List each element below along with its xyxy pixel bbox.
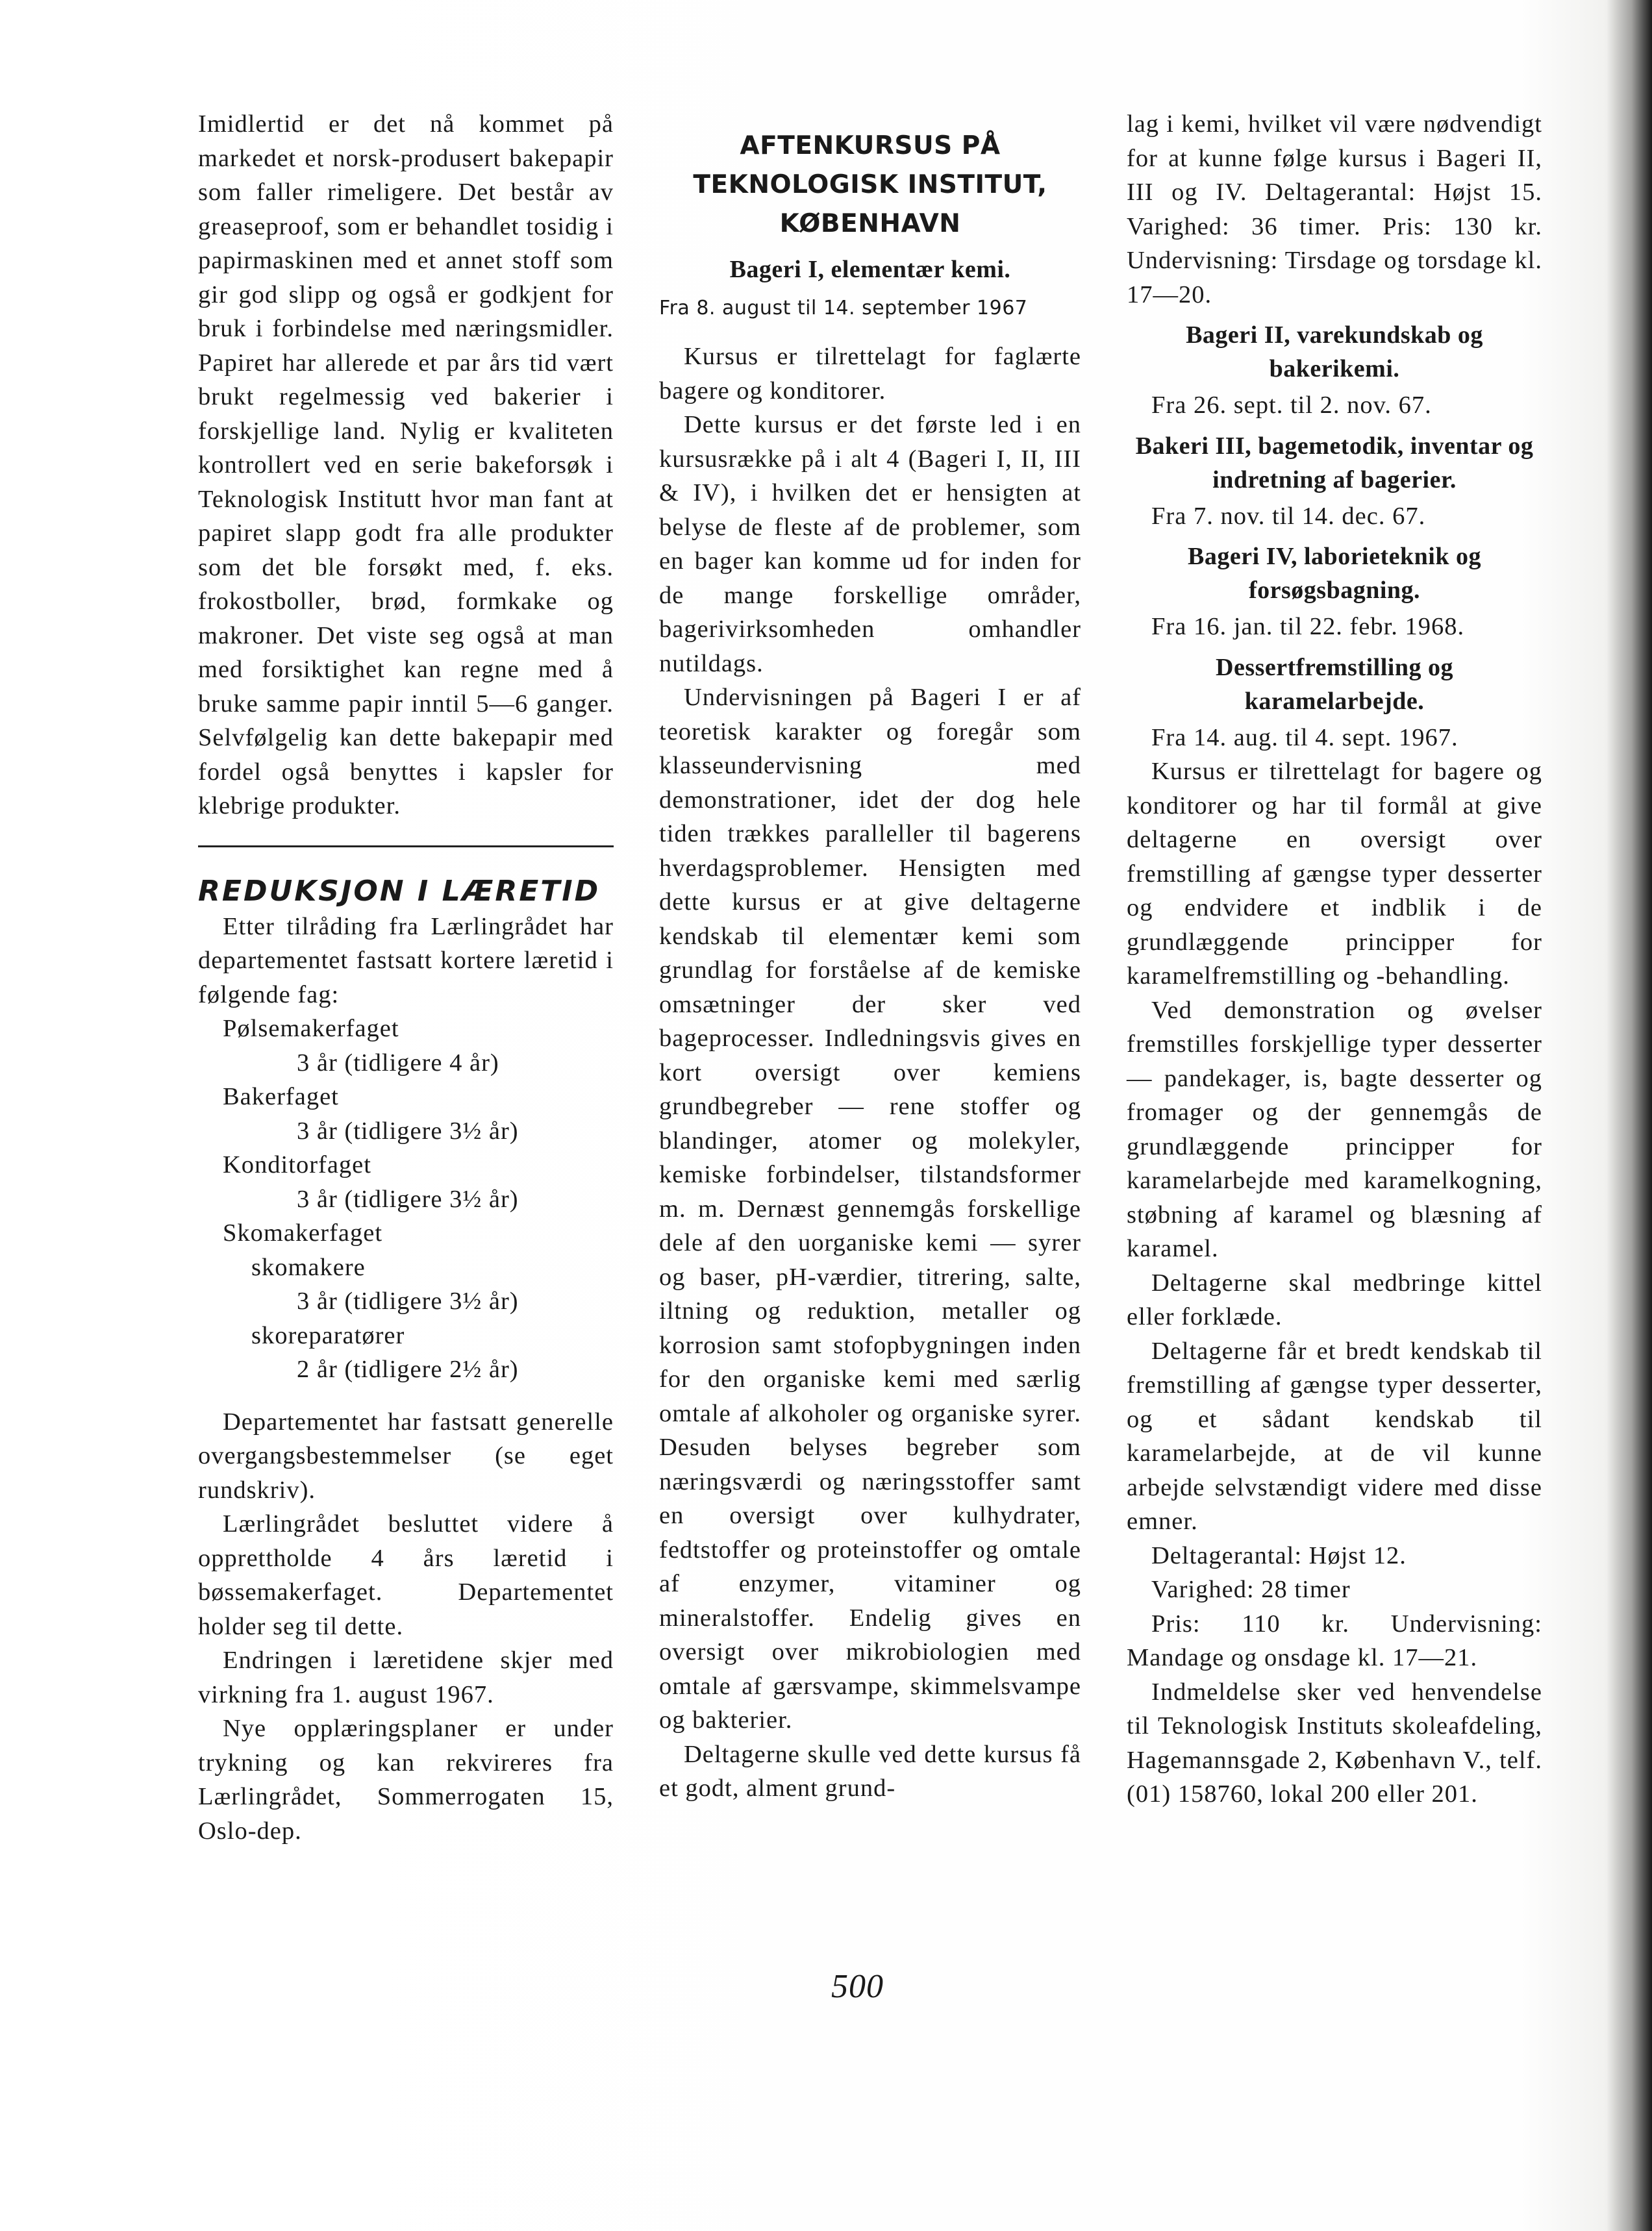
trade-label: Pølsemakerfaget <box>223 1015 399 1042</box>
course-dates: Fra 16. jan. til 22. febr. 1968. <box>1151 613 1465 640</box>
trade-sublabel: skomakere <box>251 1253 366 1281</box>
info-pris: Pris: 110 kr. Undervisning: Mandage og onsdage kl. 17—21. <box>1127 1610 1542 1671</box>
page-number: 500 <box>831 1968 884 2005</box>
dessert-paragraph: Kursus er tilrettelagt for bagere og konditorer og har til formål at give deltagerne en oversigt over fremstilling af gængse typer desserter og endvidere et indblik i de grundlæggende principper for karamelfremstilling og -behandling. <box>1127 758 1542 990</box>
overgang-paragraph: Departementet har fastsatt generelle overgangsbestemmelser (se eget rundskriv). <box>198 1408 614 1504</box>
kursus-paragraph: Kursus er tilrettelagt for faglærte bagere og konditorer. <box>659 343 1081 405</box>
bossemaker-paragraph: Lærlingrådet besluttet videre å opprettholde 4 års læretid i bøssemakerfaget. Departementet holder seg til dette. <box>198 1510 614 1640</box>
trade-duration: 2 år (tidligere 2½ år) <box>297 1356 519 1383</box>
kendskab-paragraph: Deltagerne får et bredt kendskab til fremstilling af gængse typer desserter, og et sådant kendskab til karamelarbejde, at de vil kunne arbejde selvstændigt videre med disse emner. <box>1127 1337 1542 1535</box>
bakepapir-paragraph: Imidlertid er det nå kommet på markedet et norsk-produsert bakepapir som faller rimeligere. Det består av greaseproof, som er behandlet tosidig i papirmaskinen med et annet stoff som gir god slipp og også er godkjent for bruk i forbindelse med næringsmidler. Papiret har allerede et par års tid vært brukt regelmessig ved bakerier i forskjellige land. Nylig er kvaliteten kontrollert ved en serie bakeforsøk i Teknologisk Institutt hvor man fant at papiret slapp godt fra alle produkter som det ble forsøkt med, f. eks. frokostboller, brød, formkake og makroner. Det viste seg også at man med forsiktighet kan regne med å bruke samme papir inntil 5—6 ganger. Selvfølgelig kan dette bakepapir med fordel også benyttes i kapsler for klebrige produkter. <box>198 110 614 819</box>
trade-label: Konditorfaget <box>223 1151 371 1178</box>
heading-line: KØBENHAVN <box>779 209 961 238</box>
course-dates: Fra 8. august til 14. september 1967 <box>659 297 1028 319</box>
undervisning-paragraph: Undervisningen på Bageri I er af teoretisk karakter og foregår som klasseundervisning med demonstrationer, idet der dog hele tiden trækkes paralleller til bagerens hverdagsproblemer. Hensigten med dette kursus er at give deltagerne kendskab til elementær kemi som grundlag for forståelse af de kemiske omsætninger der sker ved bageprocesser. Indledningsvis gives en kort oversigt over kemiens grundbegreber — rene stoffer og blandinger, atomer og molekyler, kemiske forbindelser, tilstandsformer m. m. Dernæst gennemgås forskellige dele af den uorganiske kemi — syrer og baser, pH-værdier, titrering, salte, iltning og reduktion, metaller og korrosion samt stofopbygningen inden for den organiske kemi med særlig omtale af alkoholer og organiske syrer. Desuden belyses begreber som næringsværdi og næringsstoffer samt en oversigt over kulhydrater, fedtstoffer og proteinstoffer og omtale af enzymer, vitaminer og mineralstoffer. Endelig gives en oversigt over mikrobiologien med omtale af gærsvampe, skimmelsvampe og bakterier. <box>659 684 1081 1734</box>
heading-line: TEKNOLOGISK INSTITUT, <box>693 170 1047 199</box>
kittel-paragraph: Deltagerne skal medbringe kittel eller forklæde. <box>1127 1269 1542 1330</box>
course-title: Dessertfremstilling og karamelarbejde. <box>1216 653 1453 715</box>
trade-duration: 3 år (tidligere 4 år) <box>297 1049 499 1077</box>
column-right <box>1127 107 1542 1812</box>
trade-label: Bakerfaget <box>223 1083 339 1110</box>
info-varighed: Varighed: 28 timer <box>1151 1576 1351 1603</box>
heading-line: AFTENKURSUS PÅ <box>740 131 1001 160</box>
reduksjon-intro: Etter tilråding fra Lærlingrådet har departementet fastsatt kortere læretid i følgende fag: <box>198 912 614 1008</box>
course-title: Bageri IV, laborieteknik og forsøgsbagning. <box>1188 543 1481 604</box>
course-title: Bageri II, varekundskab og bakerikemi. <box>1186 321 1483 382</box>
deltagerne-paragraph: Deltagerne skulle ved dette kursus få et godt, alment grund- <box>659 1740 1081 1802</box>
demonstration-paragraph: Ved demonstration og øvelser fremstilles forskjellige typer desserter — pandekager, is, bagte desserter og fromager og der gennemgås de grundlæggende principper for karamelarbejde med karamelkogning, støbning af karamel og blæsning af karamel. <box>1127 996 1542 1262</box>
info-deltagerantal: Deltagerantal: Højst 12. <box>1151 1541 1407 1569</box>
trade-list <box>198 1012 614 1387</box>
trade-duration: 3 år (tidligere 3½ år) <box>297 1288 519 1315</box>
course-dates: Fra 7. nov. til 14. dec. 67. <box>1151 502 1426 530</box>
trade-sublabel: skoreparatører <box>251 1321 405 1349</box>
trade-label: Skomakerfaget <box>223 1219 383 1247</box>
column-middle <box>659 127 1081 1806</box>
kursusraekke-paragraph: Dette kursus er det første led i en kursusrække på i alt 4 (Bageri I, II, III & IV), i hvilken det er hensigten at belyse de fleste af de problemer, som en bager kan komme ud for inden for de mange forskellige områder, bagerivirksomheden omhandler nutildags. <box>659 411 1081 677</box>
column-left <box>198 107 614 1848</box>
aftenkursus-heading <box>659 127 1081 243</box>
course-title: Bakeri III, bagemetodik, inventar og indretning af bagerier. <box>1135 432 1534 493</box>
section-divider <box>198 845 614 847</box>
course-dates: Fra 26. sept. til 2. nov. 67. <box>1151 392 1432 419</box>
section-heading-reduksjon: REDUKSJON I LÆRETID <box>198 874 601 908</box>
opplaeringsplaner-paragraph: Nye opplæringsplaner er under trykning og kan rekvireres fra Lærlingrådet, Sommerrogaten 15, Oslo-dep. <box>198 1715 614 1845</box>
course-title: Bageri I, elementær kemi. <box>729 256 1011 283</box>
book-spine-shadow <box>1607 0 1652 2231</box>
endringen-paragraph: Endringen i læretidene skjer med virkning fra 1. august 1967. <box>198 1647 614 1708</box>
indmeldelse-paragraph: Indmeldelse sker ved henvendelse til Teknologisk Instituts skoleafdeling, Hagemannsgade 2, København V., telf. (01) 158760, lokal 200 eller 201. <box>1127 1678 1542 1808</box>
course-dates: Fra 14. aug. til 4. sept. 1967. <box>1151 723 1458 751</box>
continuation-paragraph: lag i kemi, hvilket vil være nødvendigt for at kunne følge kursus i Bageri II, III og IV. Deltagerantal: Højst 15. Varighed: 36 timer. Pris: 130 kr. Undervisning: Tirsdage og torsdage kl. 17—20. <box>1127 110 1542 308</box>
trade-duration: 3 år (tidligere 3½ år) <box>297 1117 519 1145</box>
trade-duration: 3 år (tidligere 3½ år) <box>297 1185 519 1213</box>
